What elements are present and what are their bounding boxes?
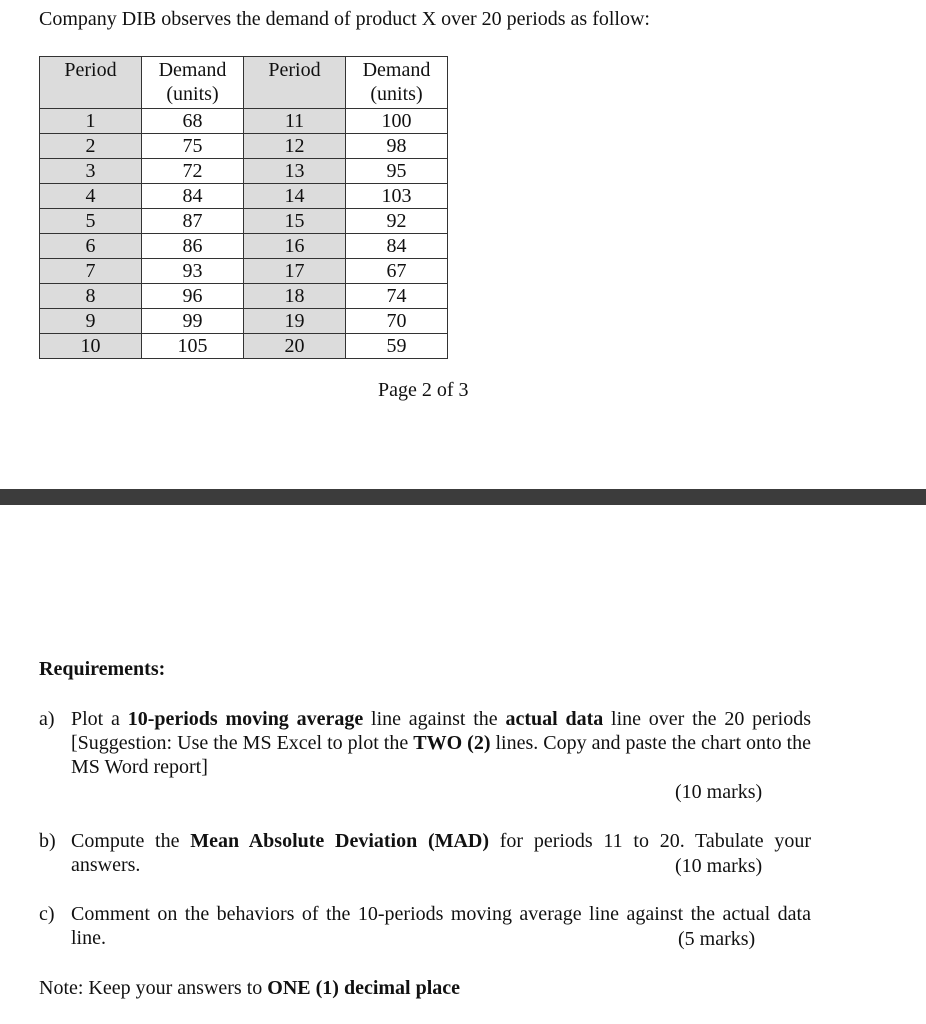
period-cell: 19 (244, 309, 346, 334)
period-cell: 9 (40, 309, 142, 334)
period-cell: 6 (40, 234, 142, 259)
period-cell: 5 (40, 209, 142, 234)
item-a-text: Plot a 10-periods moving average line against the actual data line over the 20 periods [Suggestion: Use the MS Excel to plot the TWO (2) lines. Copy and paste the chart onto the MS Word report] (71, 708, 812, 778)
period-cell: 3 (40, 159, 142, 184)
page-break-bar (0, 489, 926, 505)
table-row (40, 109, 448, 134)
table-row (40, 234, 448, 259)
table-row (40, 334, 448, 359)
page-number: Page 2 of 3 (378, 379, 469, 401)
demand-cell: 59 (346, 334, 448, 359)
demand-cell: 92 (346, 209, 448, 234)
item-b-text: Compute the Mean Absolute Deviation (MAD) for periods 11 to 20. Tabulate your answers. (71, 830, 812, 876)
period-cell: 11 (244, 109, 346, 134)
demand-cell: 84 (346, 234, 448, 259)
table-row (40, 209, 448, 234)
requirements-heading: Requirements: (39, 658, 166, 680)
demand-cell: 105 (142, 334, 244, 359)
period-cell: 17 (244, 259, 346, 284)
item-c-marks: (5 marks) (678, 928, 756, 950)
demand-cell: 87 (142, 209, 244, 234)
period-cell: 13 (244, 159, 346, 184)
demand-cell: 67 (346, 259, 448, 284)
table-row (40, 284, 448, 309)
item-a-label: a) (39, 708, 55, 730)
period-cell: 16 (244, 234, 346, 259)
demand-cell: 72 (142, 159, 244, 184)
period-cell: 14 (244, 184, 346, 209)
period-cell: 2 (40, 134, 142, 159)
demand-table (39, 56, 448, 359)
demand-cell: 86 (142, 234, 244, 259)
demand-cell: 95 (346, 159, 448, 184)
item-b-marks: (10 marks) (675, 855, 763, 877)
item-c-text: Comment on the behaviors of the 10-periods moving average line against the actual data line. (71, 903, 811, 949)
demand-cell: 99 (142, 309, 244, 334)
item-a-marks: (10 marks) (675, 781, 763, 803)
table-row (40, 159, 448, 184)
period-cell: 12 (244, 134, 346, 159)
table-row (40, 259, 448, 284)
demand-cell: 68 (142, 109, 244, 134)
period-cell: 8 (40, 284, 142, 309)
table-row (40, 184, 448, 209)
demand-cell: 98 (346, 134, 448, 159)
demand-cell: 103 (346, 184, 448, 209)
item-b-label: b) (39, 830, 56, 852)
demand-cell: 100 (346, 109, 448, 134)
period-cell: 18 (244, 284, 346, 309)
period-cell: 20 (244, 334, 346, 359)
demand-cell: 70 (346, 309, 448, 334)
period-cell: 1 (40, 109, 142, 134)
item-c-label: c) (39, 903, 55, 925)
header-period-2: Period (244, 57, 346, 109)
header-period-1: Period (40, 57, 142, 109)
demand-cell: 84 (142, 184, 244, 209)
header-demand-1: Demand (units) (142, 57, 244, 109)
table-body (40, 109, 448, 359)
period-cell: 4 (40, 184, 142, 209)
intro-text: Company DIB observes the demand of product X over 20 periods as follow: (39, 8, 650, 30)
demand-cell: 74 (346, 284, 448, 309)
period-cell: 7 (40, 259, 142, 284)
period-cell: 10 (40, 334, 142, 359)
table-row (40, 134, 448, 159)
note-text: Note: Keep your answers to ONE (1) decimal place (39, 977, 461, 999)
period-cell: 15 (244, 209, 346, 234)
table-row (40, 309, 448, 334)
demand-cell: 75 (142, 134, 244, 159)
table-header-row (40, 57, 448, 109)
header-demand-2: Demand (units) (346, 57, 448, 109)
demand-cell: 93 (142, 259, 244, 284)
demand-cell: 96 (142, 284, 244, 309)
